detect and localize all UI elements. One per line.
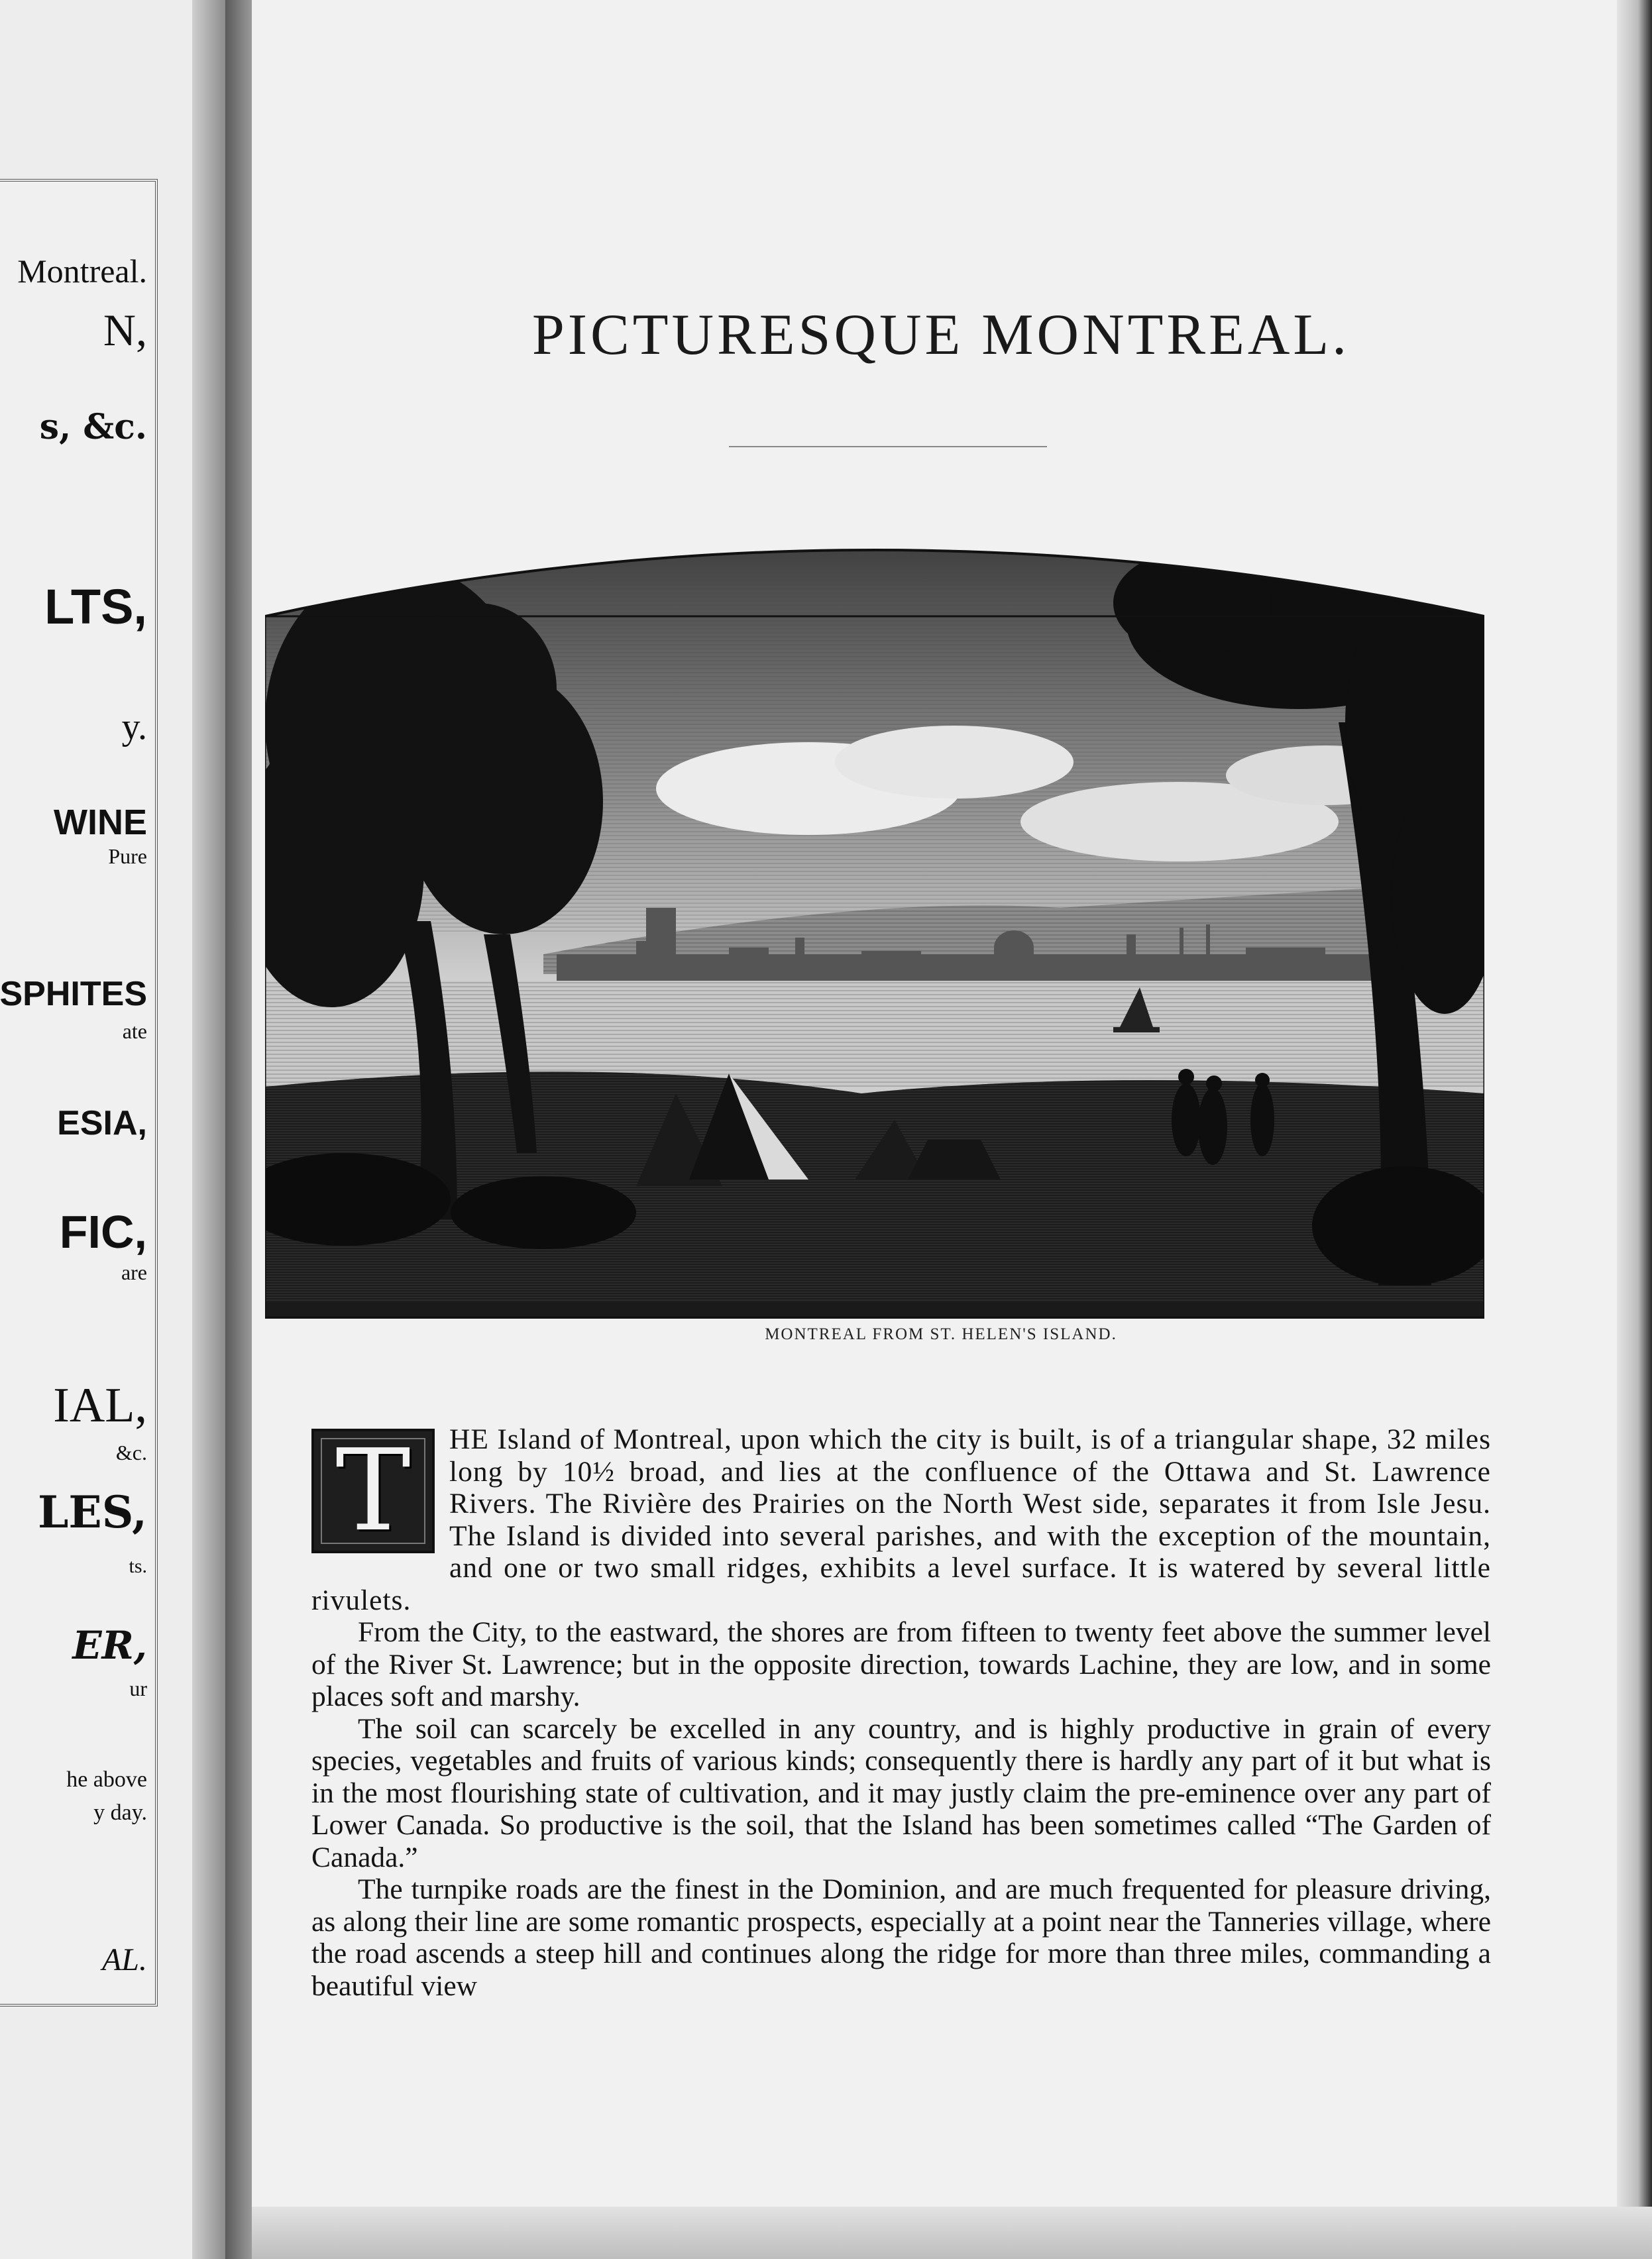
drop-cap-letter: T <box>335 1425 411 1557</box>
cloud <box>835 726 1074 799</box>
page-bottom-edge <box>252 2207 1652 2259</box>
right-page <box>252 0 1630 2259</box>
ad-line: ts. <box>129 1555 147 1577</box>
title-rule <box>729 446 1047 447</box>
ad-line: AL. <box>101 1942 147 1977</box>
ad-line: ur <box>129 1677 147 1700</box>
page-title: PICTURESQUE MONTREAL. <box>531 303 1350 367</box>
ad-line: N, <box>103 305 147 355</box>
ad-line: y. <box>121 706 147 747</box>
paragraph-text: HE Island of Montreal, upon which the city is built, is of a triangular shape, 32 miles long by 10½ broad, and lies at the confluence of the Ottawa and St. Lawrence Rivers. The Rivière des Prairies on the North West side, separates it from Isle Jesu. The Island is divided into several parishes, and with the exception of the mountain, and one or two small ridges, exhibits a level surface. It is watered by several little rivulets. <box>311 1423 1491 1616</box>
spine-shadow <box>225 0 252 2259</box>
ad-line: y day. <box>93 1800 147 1825</box>
ad-line: he above <box>66 1767 147 1792</box>
engraving-illustration <box>265 523 1484 1319</box>
ad-line: s, &c. <box>39 407 147 447</box>
advertisement-frame <box>0 179 158 2007</box>
paragraph: The soil can scarcely be excelled in any country, and is highly productive in grain of every species, vegetables and fruits of various kinds; consequently there is hardly any part of it but what is in the most flourishing state of cultivation, and it may justly claim the pre-eminence over any part of Lower Canada. So productive is the soil, that the Island has been sometimes called “The Garden of Canada.” <box>311 1712 1491 1873</box>
ad-line: are <box>121 1260 147 1284</box>
ad-line: Montreal. <box>17 252 147 290</box>
ad-line: WINE <box>54 802 147 842</box>
page-right-edge <box>1617 0 1652 2259</box>
ad-line: IAL, <box>53 1378 147 1433</box>
ad-line: &c. <box>115 1441 147 1464</box>
paragraph: From the City, to the eastward, the shores are from fifteen to twenty feet above the summer level of the River St. Lawrence; but in the opposite direction, towards Lachine, they are low, and in some places soft and marshy. <box>311 1616 1491 1712</box>
paragraph <box>311 1423 1491 1616</box>
ad-line: LES, <box>38 1486 147 1538</box>
paragraph: The turnpike roads are the finest in the Dominion, and are much frequented for pleasure driving, as along their line are some romantic prospects, especially at a point near the Tanneries village, where the road ascends a steep hill and continues along the ridge for more than three miles, commanding a beautiful view <box>311 1873 1491 2002</box>
ad-line: FIC, <box>59 1206 147 1258</box>
ad-line: Pure <box>108 844 147 868</box>
ornamental-drop-cap <box>311 1425 435 1557</box>
image-caption: MONTREAL FROM ST. HELEN'S ISLAND. <box>765 1325 1117 1343</box>
ad-line: ER, <box>72 1623 147 1668</box>
ad-line: ate <box>122 1019 147 1043</box>
article-body <box>311 1423 1491 2002</box>
ad-line: LTS, <box>44 579 147 634</box>
ad-line: ESIA, <box>57 1104 147 1142</box>
ad-line: SPHITES <box>0 975 147 1013</box>
